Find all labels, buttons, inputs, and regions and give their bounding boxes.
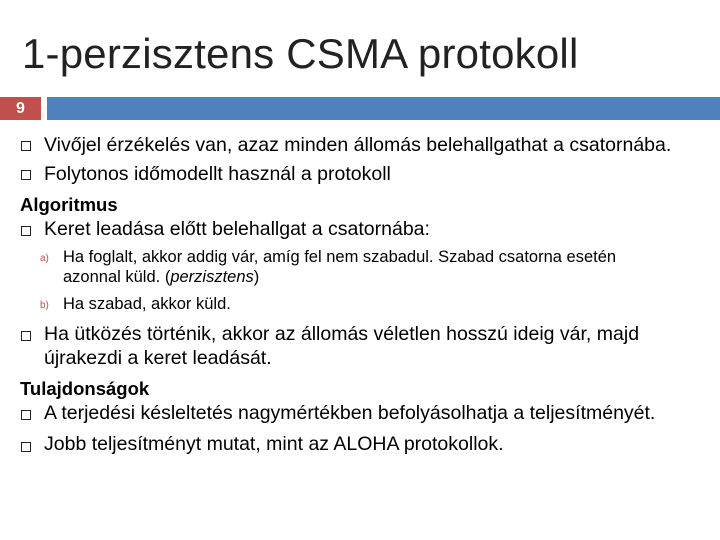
bullet-text: Folytonos időmodellt használ a protokoll	[44, 163, 391, 185]
sub-text-a-line1: Ha foglalt, akkor addig vár, amíg fel nem szabadul. Szabad csatorna esetén	[63, 248, 617, 266]
sub-marker-b: b)	[40, 300, 49, 311]
bullet-text: Vivőjel érzékelés van, azaz minden állomás belehallgathat a csatornába.	[44, 134, 672, 156]
bullet-text-continued: újrakezdi a keret leadását.	[44, 347, 272, 369]
bullet-text: Keret leadása előtt belehallgat a csatornába:	[44, 218, 430, 240]
square-bullet-icon	[21, 331, 31, 341]
bullet-text: A terjedési késleltetés nagymértékben befolyásolhatja a teljesítményét.	[44, 402, 656, 424]
square-bullet-icon	[21, 226, 31, 236]
sub-text-a-line2: azonnal küld. (perzisztens)	[63, 268, 260, 286]
slide-number-badge: 9	[0, 97, 41, 120]
bullet-text: Ha ütközés történik, akkor az állomás véletlen hosszú ideig vár, majd	[44, 323, 640, 345]
section-heading-algorithm: Algoritmus	[20, 194, 118, 215]
square-bullet-icon	[21, 170, 31, 180]
sub-text-b: Ha szabad, akkor küld.	[63, 295, 231, 313]
square-bullet-icon	[21, 410, 31, 420]
section-heading-properties: Tulajdonságok	[20, 378, 150, 399]
bullet-text: Jobb teljesítményt mutat, mint az ALOHA protokollok.	[44, 433, 504, 455]
square-bullet-icon	[21, 442, 31, 452]
square-bullet-icon	[21, 141, 31, 151]
sub-marker-a: a)	[40, 253, 49, 264]
slide-title: 1-perzisztens CSMA protokoll	[22, 30, 579, 77]
